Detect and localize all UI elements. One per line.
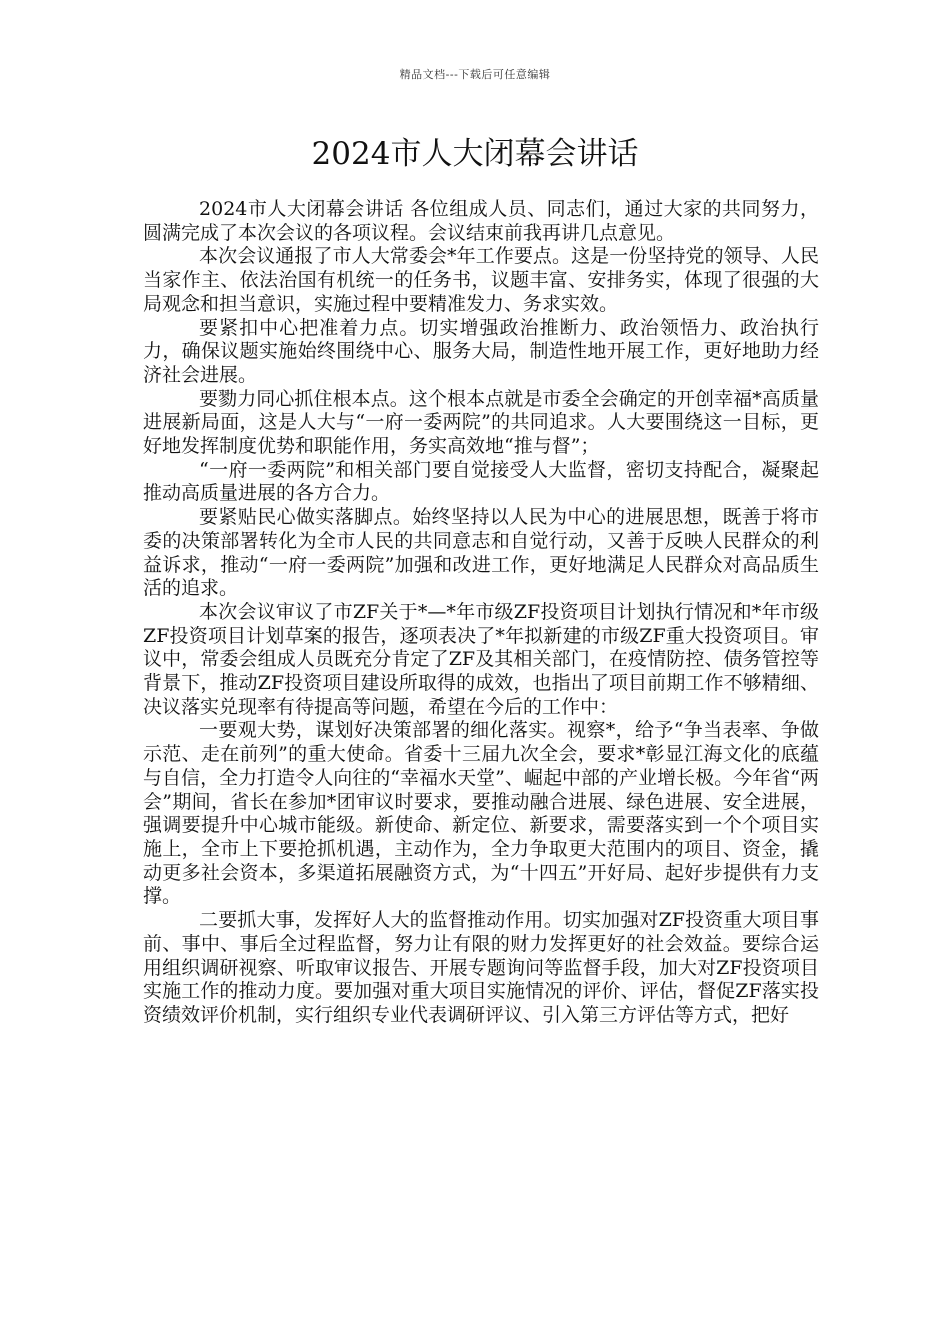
paragraph: 本次会议审议了市ZF关于*—*年市级ZF投资项目计划执行情况和*年市级ZF投资项目计划草案的报告，逐项表决了*年拟新建的市级ZF重大投资项目。审议中，常委会组成人员既充分肯定了ZF及其相关部门，在疫情防控、债务管控等背景下，推动ZF投资项目建设所取得的成效，也指出了项目前期工作不够精细、决议落实兑现率有待提高等问题，希望在今后的工作中： [143,600,819,718]
paragraph: 2024市人大闭幕会讲话 各位组成人员、同志们，通过大家的共同努力，圆满完成了本次会议的各项议程。会议结束前我再讲几点意见。 [143,198,819,244]
document-title: 2024市人大闭幕会讲话 [311,136,639,172]
header-note: 精品文档---下载后可任意编辑 [399,68,551,81]
document-body [143,198,819,1028]
paragraph: 要紧扣中心把准着力点。切实增强政治推断力、政治领悟力、政治执行力，确保议题实施始终围绕中心、服务大局，制造性地开展工作，更好地助力经济社会进展。 [143,316,819,386]
paragraph: 要紧贴民心做实落脚点。始终坚持以人民为中心的进展思想，既善于将市委的决策部署转化为全市人民的共同意志和自觉行动，又善于反映人民群众的利益诉求，推动“一府一委两院”加强和改进工作，更好地满足人民群众对高品质生活的追求。 [143,506,819,600]
paragraph: 要勠力同心抓住根本点。这个根本点就是市委全会确定的开创幸福*高质量进展新局面，这是人大与“一府一委两院”的共同追求。人大要围绕这一目标，更好地发挥制度优势和职能作用，务实高效地“推与督”； [143,387,819,458]
paragraph: “一府一委两院”和相关部门要自觉接受人大监督，密切支持配合，凝聚起推动高质量进展的各方合力。 [143,458,819,505]
paragraph: 二要抓大事，发挥好人大的监督推动作用。切实加强对ZF投资重大项目事前、事中、事后全过程监督，努力让有限的财力发挥更好的社会效益。要综合运用组织调研视察、听取审议报告、开展专题询问等监督手段，加大对ZF投资项目实施工作的推动力度。要加强对重大项目实施情况的评价、评估，督促ZF落实投资绩效评价机制，实行组织专业代表调研评议、引入第三方评估等方式，把好 [143,909,819,1026]
paragraph: 一要观大势，谋划好决策部署的细化落实。视察*，给予“争当表率、争做示范、走在前列”的重大使命。省委十三届九次全会，要求*彰显江海文化的底蕴与自信，全力打造令人向往的“幸福水天堂”、崛起中部的产业增长极。今年省“两会”期间，省长在参加*团审议时要求，要推动融合进展、绿色进展、安全进展，强调要提升中心城市能级。新使命、新定位、新要求，需要落实到一个个项目实施上，全市上下要抢抓机遇，主动作为，全力争取更大范围内的项目、资金，撬动更多社会资本，多渠道拓展融资方式，为“十四五”开好局、起好步提供有力支撑。 [143,719,819,908]
paragraph: 本次会议通报了市人大常委会*年工作要点。这是一份坚持党的领导、人民当家作主、依法治国有机统一的任务书，议题丰富、安排务实，体现了很强的大局观念和担当意识，实施过程中要精准发力、务求实效。 [143,245,819,315]
